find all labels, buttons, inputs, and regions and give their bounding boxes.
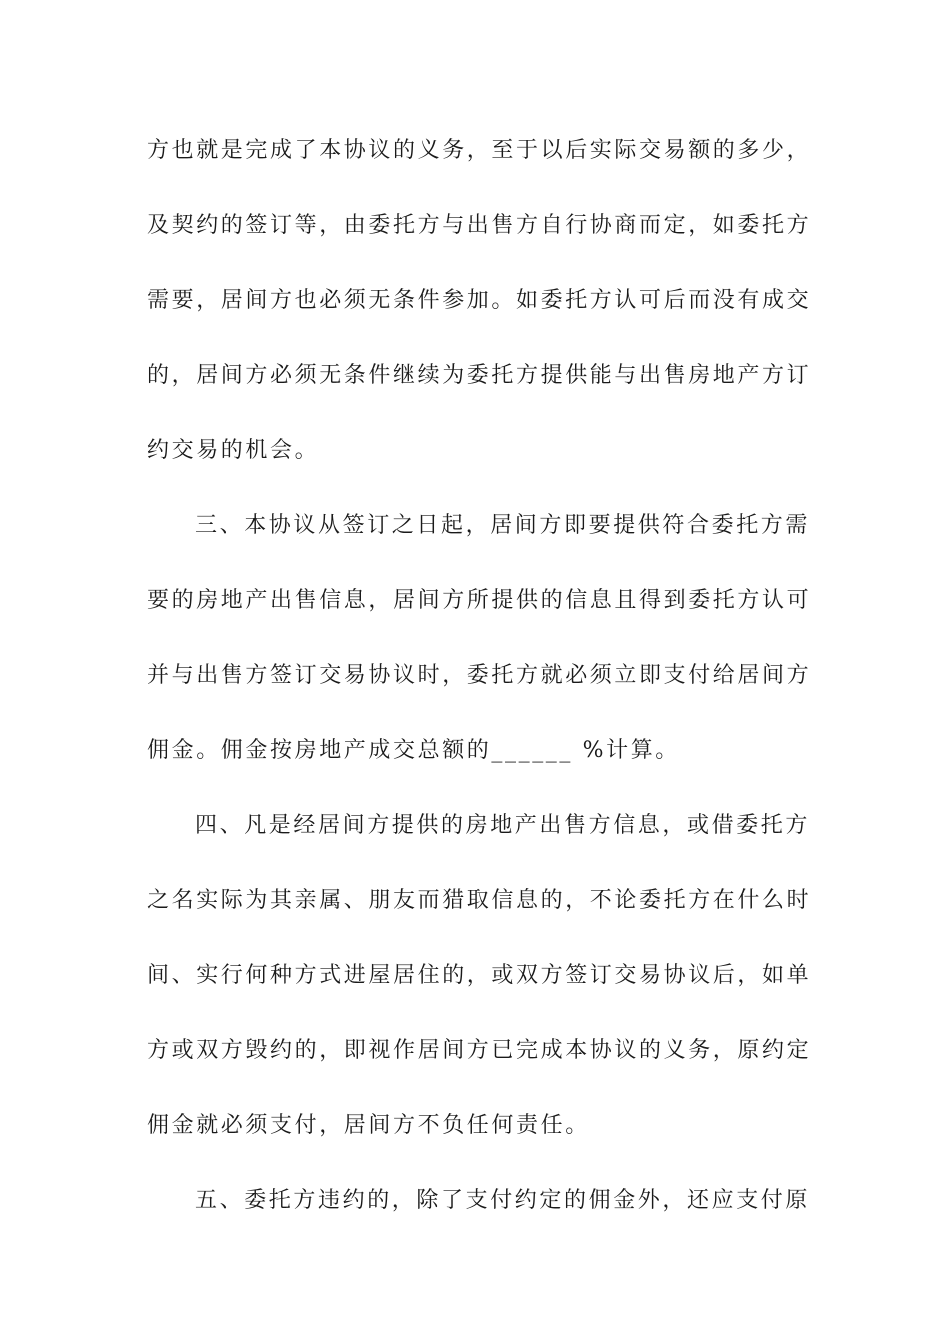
text-line: 间、实行何种方式进屋居住的，或双方签订交易协议后，如单 xyxy=(147,963,812,988)
text-line: 方或双方毁约的，即视作居间方已完成本协议的义务，原约定 xyxy=(147,1038,812,1063)
paragraph-three-start: 三、本协议从签订之日起，居间方即要提供符合委托方需 xyxy=(195,513,811,538)
text-line: 约交易的机会。 xyxy=(147,438,320,463)
text-line: 需要，居间方也必须无条件参加。如委托方认可后而没有成交 xyxy=(147,288,812,313)
text-line: 方也就是完成了本协议的义务，至于以后实际交易额的多少， xyxy=(147,138,812,163)
text-line: 之名实际为其亲属、朋友而猎取信息的，不论委托方在什么时 xyxy=(147,888,812,913)
text-line: 佣金就必须支付，居间方不负任何责任。 xyxy=(147,1113,590,1138)
paragraph-five-start: 五、委托方违约的，除了支付约定的佣金外，还应支付原 xyxy=(195,1188,811,1213)
paragraph-four-start: 四、凡是经居间方提供的房地产出售方信息，或借委托方 xyxy=(195,813,811,838)
text-line: 要的房地产出售信息，居间方所提供的信息且得到委托方认可 xyxy=(147,588,812,613)
text-line: 及契约的签订等，由委托方与出售方自行协商而定，如委托方 xyxy=(147,213,812,238)
text-line: 的，居间方必须无条件继续为委托方提供能与出售房地产方订 xyxy=(147,363,812,388)
text-line: 并与出售方签订交易协议时，委托方就必须立即支付给居间方 xyxy=(147,663,812,688)
commission-line: 佣金。佣金按房地产成交总额的______ %计算。 xyxy=(147,738,680,763)
